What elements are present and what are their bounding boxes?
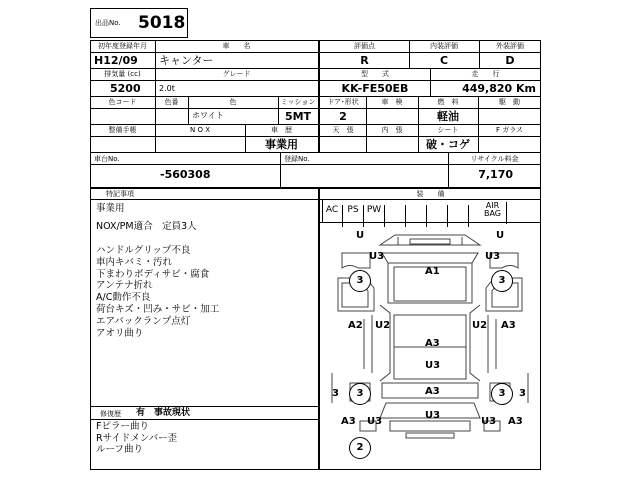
label-inspection: 車 検 (381, 98, 403, 106)
label-fuel: 燃 料 (437, 98, 459, 106)
mark-u3-center: U3 (425, 360, 441, 371)
label-recycle: リサイクル料金 (470, 155, 519, 163)
mark-u2-right: U2 (472, 320, 488, 331)
equipment-cell: PS (343, 205, 364, 227)
mark-a3-center1: A3 (425, 338, 440, 349)
label-repair-history: 修復歴 (100, 410, 121, 418)
value-mission: 5MT (284, 110, 312, 123)
label-color: 色 (229, 98, 237, 106)
mark-rear-r1: 3 (491, 383, 513, 405)
value-seat: 破・コゲ (426, 138, 470, 151)
mark-circle-fl: 3 (349, 270, 371, 292)
lot-number-label: 出品No. (95, 19, 121, 27)
value-repair-note: 事故現状 (154, 408, 191, 418)
mark-rear-l1: 3 (332, 388, 339, 399)
label-color-no: 色番 (164, 98, 179, 106)
label-mileage: 走 行 (471, 70, 500, 78)
mark-circle-bottom: 2 (349, 437, 371, 459)
value-grade: 2.0t (159, 84, 175, 93)
mark-a3-bottom-left: A3 (341, 416, 356, 427)
mark-u3-center2: U3 (425, 410, 441, 421)
value-first-reg: H12/09 (94, 54, 138, 67)
repair-note-line: Rサイドメンバー歪 (96, 432, 178, 444)
mark-rear-r2: 3 (519, 388, 526, 399)
equipment-cell (427, 205, 448, 227)
note-line: 荷台キズ・凹み・サビ・加工 (96, 304, 220, 315)
mark-u3-right: U3 (485, 251, 501, 262)
label-drive: 駆 動 (499, 98, 520, 106)
mark-a1: A1 (425, 266, 440, 277)
value-history: 事業用 (265, 138, 298, 151)
equipment-cell (448, 205, 469, 227)
value-interior: C (439, 54, 449, 67)
label-chassis: 車台No. (94, 155, 120, 163)
mark-a3-right: A3 (501, 320, 516, 331)
label-notes: 特記事項 (106, 190, 134, 198)
label-interior2: 内 張 (381, 126, 403, 134)
label-manual: 整備手帳 (108, 126, 137, 134)
label-regno: 登録No. (284, 155, 310, 163)
label-nox: N O X (190, 126, 210, 134)
mark-rear-l2: 3 (349, 383, 371, 405)
repair-note-line: Fピラー曲り (96, 421, 149, 432)
value-displacement: 5200 (110, 82, 141, 95)
value-color: ホワイト (192, 111, 224, 120)
mark-u-left: U (356, 230, 365, 241)
note-line: ハンドルグリップ不良 (96, 245, 191, 256)
note-line: エアバックランプ点灯 (96, 315, 191, 327)
label-model: 型 式 (361, 70, 389, 78)
label-equipment: 装 備 (416, 190, 445, 198)
label-interior: 内装評価 (430, 42, 458, 50)
value-car-name: キャンター (159, 54, 214, 67)
label-mission: ミッション (280, 98, 316, 106)
label-fglass: F ガラス (495, 126, 524, 134)
mark-a3-center2: A3 (425, 386, 440, 397)
label-score: 評価点 (354, 42, 375, 50)
label-first-reg: 初年度登録年月 (98, 42, 147, 50)
value-repair-yes: 有 (136, 408, 146, 418)
repair-note-line: ルーフ曲り (96, 444, 144, 455)
mark-a2-left: A2 (348, 320, 363, 331)
note-line: A/C動作不良 (96, 292, 151, 304)
equipment-cell: AIR BAG (479, 202, 507, 224)
note-line: NOX/PM適合 定員3人 (96, 221, 197, 232)
mark-u2-left: U2 (375, 320, 391, 331)
value-fuel: 軽油 (437, 110, 459, 123)
label-color-code: 色コード (108, 98, 137, 106)
note-line: 車内キバミ・汚れ (96, 256, 173, 268)
value-score: R (360, 54, 369, 67)
value-chassis: -560308 (160, 168, 211, 181)
mark-u3-bottom-left: U3 (367, 416, 383, 427)
label-grade: グレード (222, 70, 251, 78)
note-line: 下まわりボディサビ・腐食 (96, 268, 210, 280)
value-exterior: D (505, 54, 515, 67)
label-seat: シート (437, 126, 459, 134)
label-doors: ドア･形状 (327, 98, 359, 106)
label-car-name: 車 名 (222, 42, 251, 50)
label-history: 車 歴 (271, 126, 292, 134)
note-line: アンテナ折れ (96, 280, 153, 292)
note-line: 事業用 (96, 203, 125, 214)
value-model: KK-FE50EB (341, 82, 409, 95)
mark-u3-bottom-right: U3 (481, 416, 497, 427)
mark-u3-left: U3 (369, 251, 385, 262)
label-sunroof: 天 張 (332, 126, 354, 134)
value-mileage: 449,820 Km (462, 82, 536, 95)
note-line: アオリ曲り (96, 327, 144, 339)
equipment-cell (406, 205, 427, 227)
value-doors: 2 (339, 110, 347, 123)
value-recycle: 7,170 (478, 168, 513, 181)
mark-circle-fr: 3 (491, 270, 513, 292)
mark-u-right: U (496, 230, 505, 241)
equipment-cell (385, 205, 406, 227)
equipment-cell: PW (364, 205, 385, 227)
label-displacement: 排気量 (cc) (104, 70, 141, 78)
label-exterior: 外装評価 (496, 42, 524, 50)
mark-a3-bottom-right: A3 (508, 416, 523, 427)
equipment-cell: AC (322, 205, 343, 227)
lot-number: 5018 (138, 13, 186, 33)
